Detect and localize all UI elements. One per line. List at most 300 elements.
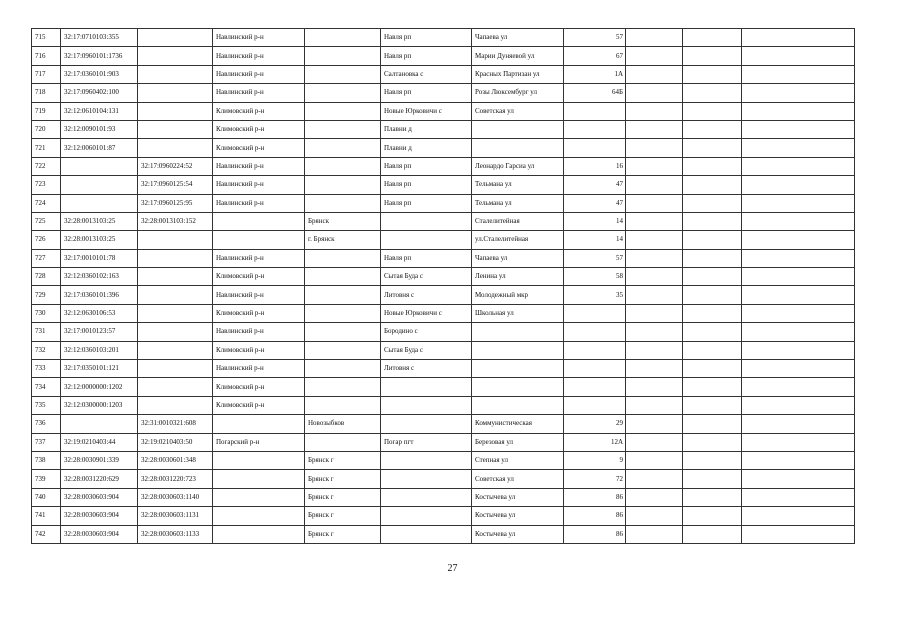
table-cell: 16 bbox=[564, 157, 626, 175]
table-row bbox=[32, 304, 855, 322]
table-cell bbox=[683, 525, 742, 543]
table-cell: Климовский р-н bbox=[213, 396, 305, 414]
table-cell bbox=[472, 378, 564, 396]
table-cell bbox=[626, 433, 683, 451]
table-cell: 32:12:0060101:87 bbox=[61, 139, 138, 157]
table-cell bbox=[626, 249, 683, 267]
table-cell bbox=[564, 102, 626, 120]
table-cell bbox=[564, 120, 626, 138]
table-cell: Навлинский р-н bbox=[213, 65, 305, 83]
table-cell bbox=[626, 194, 683, 212]
table-cell bbox=[626, 415, 683, 433]
table-cell bbox=[381, 415, 472, 433]
table-cell bbox=[626, 341, 683, 359]
table-cell: Чапаева ул bbox=[472, 29, 564, 47]
table-row bbox=[32, 120, 855, 138]
table-cell bbox=[683, 231, 742, 249]
table-cell bbox=[138, 249, 213, 267]
table-cell bbox=[61, 194, 138, 212]
table-cell bbox=[683, 176, 742, 194]
table-cell: 12А bbox=[564, 433, 626, 451]
table-cell: Салтановка с bbox=[381, 65, 472, 83]
table-cell: 32:28:0030603:904 bbox=[61, 525, 138, 543]
table-cell bbox=[138, 378, 213, 396]
table-cell bbox=[742, 139, 855, 157]
table-cell: Тельмана ул bbox=[472, 176, 564, 194]
table-cell: 729 bbox=[32, 286, 61, 304]
table-row bbox=[32, 231, 855, 249]
table-cell bbox=[381, 488, 472, 506]
table-cell: 722 bbox=[32, 157, 61, 175]
table-cell bbox=[305, 29, 381, 47]
table-row bbox=[32, 286, 855, 304]
table-cell: 1А bbox=[564, 65, 626, 83]
table-cell bbox=[305, 304, 381, 322]
table-cell bbox=[305, 268, 381, 286]
table-cell bbox=[626, 84, 683, 102]
table-cell bbox=[683, 268, 742, 286]
table-cell bbox=[626, 231, 683, 249]
table-cell: 32:12:0360102:163 bbox=[61, 268, 138, 286]
table-cell bbox=[305, 433, 381, 451]
table-cell: Брянск г bbox=[305, 525, 381, 543]
table-cell bbox=[626, 157, 683, 175]
table-cell: 721 bbox=[32, 139, 61, 157]
table-cell bbox=[213, 212, 305, 230]
table-cell bbox=[683, 29, 742, 47]
table-cell: 14 bbox=[564, 231, 626, 249]
table-cell bbox=[683, 507, 742, 525]
table-cell: 730 bbox=[32, 304, 61, 322]
table-cell: 741 bbox=[32, 507, 61, 525]
table-cell bbox=[138, 304, 213, 322]
table-cell bbox=[305, 102, 381, 120]
table-cell bbox=[564, 304, 626, 322]
table-cell: 67 bbox=[564, 47, 626, 65]
table-cell: Климовский р-н bbox=[213, 341, 305, 359]
table-cell bbox=[138, 360, 213, 378]
table-cell bbox=[683, 139, 742, 157]
table-cell bbox=[305, 323, 381, 341]
table-cell bbox=[305, 120, 381, 138]
table-cell: 32:19:0210403:50 bbox=[138, 433, 213, 451]
table-cell bbox=[742, 396, 855, 414]
table-cell: 725 bbox=[32, 212, 61, 230]
table-cell bbox=[683, 157, 742, 175]
table-cell: Навлинский р-н bbox=[213, 29, 305, 47]
table-row bbox=[32, 84, 855, 102]
table-cell: Навлинский р-н bbox=[213, 249, 305, 267]
table-cell: 32:12:0360103:201 bbox=[61, 341, 138, 359]
table-row bbox=[32, 176, 855, 194]
table-row bbox=[32, 341, 855, 359]
table-cell: Плавни д bbox=[381, 139, 472, 157]
table-cell bbox=[742, 360, 855, 378]
table-cell: 32:17:0710103:355 bbox=[61, 29, 138, 47]
table-cell bbox=[138, 65, 213, 83]
table-cell bbox=[472, 396, 564, 414]
table-cell: 72 bbox=[564, 470, 626, 488]
table-cell: Советская ул bbox=[472, 470, 564, 488]
table-cell bbox=[683, 415, 742, 433]
table-cell bbox=[564, 360, 626, 378]
table-cell: 728 bbox=[32, 268, 61, 286]
table-cell bbox=[472, 323, 564, 341]
table-cell bbox=[626, 525, 683, 543]
table-cell bbox=[742, 157, 855, 175]
table-cell bbox=[61, 415, 138, 433]
table-cell bbox=[626, 451, 683, 469]
table-cell: 35 bbox=[564, 286, 626, 304]
table-cell bbox=[742, 47, 855, 65]
table-cell: 32:17:0010101:78 bbox=[61, 249, 138, 267]
table-cell bbox=[305, 286, 381, 304]
table-cell: 735 bbox=[32, 396, 61, 414]
table-cell bbox=[213, 451, 305, 469]
table-cell: г. Брянск bbox=[305, 231, 381, 249]
table-cell: Бородино с bbox=[381, 323, 472, 341]
table-cell: 32:17:0360101:903 bbox=[61, 65, 138, 83]
table-cell: Брянск г bbox=[305, 488, 381, 506]
table-cell bbox=[626, 470, 683, 488]
table-cell bbox=[683, 304, 742, 322]
table-cell: 737 bbox=[32, 433, 61, 451]
table-cell: Новозыбков bbox=[305, 415, 381, 433]
table-row bbox=[32, 488, 855, 506]
table-row bbox=[32, 360, 855, 378]
table-cell: 32:28:0030603:1140 bbox=[138, 488, 213, 506]
table-cell bbox=[626, 323, 683, 341]
table-cell: 720 bbox=[32, 120, 61, 138]
table-cell: Тельмана ул bbox=[472, 194, 564, 212]
table-cell: Навля рп bbox=[381, 29, 472, 47]
table-cell bbox=[742, 488, 855, 506]
table-cell: 32:17:0350101:121 bbox=[61, 360, 138, 378]
table-cell: 715 bbox=[32, 29, 61, 47]
table-cell: Навлинский р-н bbox=[213, 323, 305, 341]
table-cell bbox=[742, 525, 855, 543]
table-cell bbox=[683, 470, 742, 488]
table-cell: 14 bbox=[564, 212, 626, 230]
table-cell: 32:28:0031220:629 bbox=[61, 470, 138, 488]
table-cell: 9 bbox=[564, 451, 626, 469]
table-cell bbox=[381, 378, 472, 396]
table-cell bbox=[683, 286, 742, 304]
table-cell bbox=[742, 176, 855, 194]
table-cell bbox=[742, 341, 855, 359]
table-cell: 32:28:0030601:348 bbox=[138, 451, 213, 469]
table-cell: Навлинский р-н bbox=[213, 176, 305, 194]
table-cell: 742 bbox=[32, 525, 61, 543]
table-cell: Новые Юрковичи с bbox=[381, 102, 472, 120]
table-cell bbox=[742, 286, 855, 304]
table-cell bbox=[742, 102, 855, 120]
table-cell: Советская ул bbox=[472, 102, 564, 120]
table-cell bbox=[683, 47, 742, 65]
table-cell bbox=[472, 341, 564, 359]
table-cell bbox=[213, 525, 305, 543]
table-cell: Школьная ул bbox=[472, 304, 564, 322]
table-cell: Костычева ул bbox=[472, 488, 564, 506]
table-cell bbox=[742, 84, 855, 102]
table-cell bbox=[742, 451, 855, 469]
table-row bbox=[32, 139, 855, 157]
table-cell: 32:28:0030603:1133 bbox=[138, 525, 213, 543]
table-cell: 32:28:0030603:1131 bbox=[138, 507, 213, 525]
table-cell bbox=[138, 139, 213, 157]
table-cell bbox=[683, 451, 742, 469]
table-cell: 732 bbox=[32, 341, 61, 359]
table-cell: Климовский р-н bbox=[213, 120, 305, 138]
table-cell bbox=[626, 120, 683, 138]
table-cell bbox=[626, 378, 683, 396]
table-cell: Коммунистическая bbox=[472, 415, 564, 433]
table-row bbox=[32, 249, 855, 267]
table-cell bbox=[564, 139, 626, 157]
table-cell bbox=[472, 360, 564, 378]
table-cell bbox=[305, 139, 381, 157]
table-cell: 86 bbox=[564, 507, 626, 525]
table-cell bbox=[626, 396, 683, 414]
table-cell: Березовая ул bbox=[472, 433, 564, 451]
table-cell bbox=[683, 84, 742, 102]
table-cell bbox=[626, 268, 683, 286]
table-cell: 738 bbox=[32, 451, 61, 469]
table-cell: Погар пгт bbox=[381, 433, 472, 451]
table-cell: 723 bbox=[32, 176, 61, 194]
table-cell bbox=[742, 323, 855, 341]
table-cell bbox=[683, 323, 742, 341]
table-cell bbox=[742, 120, 855, 138]
table-cell: 32:12:0000000:1202 bbox=[61, 378, 138, 396]
table-cell: 57 bbox=[564, 249, 626, 267]
table-cell: 739 bbox=[32, 470, 61, 488]
table-cell: Навлинский р-н bbox=[213, 157, 305, 175]
table-cell: 727 bbox=[32, 249, 61, 267]
table-cell bbox=[742, 507, 855, 525]
table-cell bbox=[305, 157, 381, 175]
table-cell bbox=[213, 507, 305, 525]
table-cell: Климовский р-н bbox=[213, 304, 305, 322]
table-cell: 733 bbox=[32, 360, 61, 378]
table-cell: 32:28:0031220:723 bbox=[138, 470, 213, 488]
table-cell bbox=[138, 231, 213, 249]
table-cell: 734 bbox=[32, 378, 61, 396]
table-cell bbox=[61, 176, 138, 194]
table-cell bbox=[683, 378, 742, 396]
table-cell: ул.Сталелитейная bbox=[472, 231, 564, 249]
table-cell bbox=[683, 360, 742, 378]
table-cell: 736 bbox=[32, 415, 61, 433]
table-cell bbox=[564, 378, 626, 396]
table-cell bbox=[213, 231, 305, 249]
table-cell bbox=[683, 120, 742, 138]
table-cell bbox=[305, 249, 381, 267]
table-cell: Марии Дуняевой ул bbox=[472, 47, 564, 65]
table-row bbox=[32, 47, 855, 65]
table-cell bbox=[138, 286, 213, 304]
table-cell: Сытая Буда с bbox=[381, 341, 472, 359]
table-cell: 64Б bbox=[564, 84, 626, 102]
table-cell: Леонардо Гарсиа ул bbox=[472, 157, 564, 175]
table-cell: 32:28:0030901:339 bbox=[61, 451, 138, 469]
table-cell: 719 bbox=[32, 102, 61, 120]
table-cell bbox=[626, 102, 683, 120]
table-cell bbox=[683, 396, 742, 414]
table-cell: 32:12:0090101:93 bbox=[61, 120, 138, 138]
table-cell: 32:17:0960125:54 bbox=[138, 176, 213, 194]
table-cell bbox=[305, 194, 381, 212]
table-cell bbox=[305, 360, 381, 378]
table-cell bbox=[305, 176, 381, 194]
table-cell: Чапаева ул bbox=[472, 249, 564, 267]
table-cell bbox=[138, 323, 213, 341]
table-cell bbox=[138, 47, 213, 65]
table-cell bbox=[381, 470, 472, 488]
table-row bbox=[32, 323, 855, 341]
table-cell bbox=[742, 304, 855, 322]
table-cell bbox=[305, 65, 381, 83]
table-cell bbox=[138, 396, 213, 414]
table-cell bbox=[305, 47, 381, 65]
table-cell bbox=[564, 396, 626, 414]
table-cell: Ленина ул bbox=[472, 268, 564, 286]
table-cell: Новые Юрковичи с bbox=[381, 304, 472, 322]
table-cell: 726 bbox=[32, 231, 61, 249]
table-cell bbox=[742, 268, 855, 286]
table-cell: Навля рп bbox=[381, 176, 472, 194]
table-cell: Навлинский р-н bbox=[213, 286, 305, 304]
table-cell bbox=[472, 120, 564, 138]
table-cell bbox=[742, 231, 855, 249]
table-cell: 86 bbox=[564, 525, 626, 543]
table-cell: Плавни д bbox=[381, 120, 472, 138]
table-cell: Брянск г bbox=[305, 470, 381, 488]
table-cell bbox=[138, 29, 213, 47]
table-cell bbox=[305, 396, 381, 414]
table-body bbox=[32, 29, 855, 544]
table-cell: 718 bbox=[32, 84, 61, 102]
table-cell bbox=[626, 212, 683, 230]
table-cell: Степная ул bbox=[472, 451, 564, 469]
table-cell: Навля рп bbox=[381, 194, 472, 212]
table-cell bbox=[683, 65, 742, 83]
table-cell bbox=[742, 415, 855, 433]
table-row bbox=[32, 212, 855, 230]
table-cell: 47 bbox=[564, 194, 626, 212]
table-cell bbox=[626, 176, 683, 194]
table-cell bbox=[742, 212, 855, 230]
table-row bbox=[32, 157, 855, 175]
table-cell: Молодежный мкр bbox=[472, 286, 564, 304]
table-cell: Климовский р-н bbox=[213, 139, 305, 157]
table-cell bbox=[213, 415, 305, 433]
table-cell bbox=[683, 433, 742, 451]
table-cell bbox=[138, 268, 213, 286]
table-cell: 32:12:0610104:131 bbox=[61, 102, 138, 120]
table-cell bbox=[138, 84, 213, 102]
table-row bbox=[32, 65, 855, 83]
table-row bbox=[32, 396, 855, 414]
table-cell bbox=[61, 157, 138, 175]
table-row bbox=[32, 433, 855, 451]
table-cell bbox=[742, 194, 855, 212]
table-cell: Брянск г bbox=[305, 507, 381, 525]
table-cell: 29 bbox=[564, 415, 626, 433]
table-cell: Костычева ул bbox=[472, 507, 564, 525]
table-row bbox=[32, 268, 855, 286]
table-cell bbox=[305, 378, 381, 396]
table-cell bbox=[626, 304, 683, 322]
table-cell bbox=[626, 29, 683, 47]
table-cell: 32:17:0010123:57 bbox=[61, 323, 138, 341]
table-cell: Климовский р-н bbox=[213, 268, 305, 286]
table-cell: Навлинский р-н bbox=[213, 194, 305, 212]
table-cell: 32:28:0013103:25 bbox=[61, 212, 138, 230]
table-cell: 32:17:0960224:52 bbox=[138, 157, 213, 175]
table-cell: Климовский р-н bbox=[213, 102, 305, 120]
table-cell bbox=[683, 102, 742, 120]
table-row bbox=[32, 194, 855, 212]
table-cell bbox=[213, 470, 305, 488]
table-cell: 731 bbox=[32, 323, 61, 341]
table-cell bbox=[626, 47, 683, 65]
page-number: 27 bbox=[447, 563, 458, 574]
table-cell: 717 bbox=[32, 65, 61, 83]
table-cell bbox=[626, 286, 683, 304]
table-cell: Красных Партизан ул bbox=[472, 65, 564, 83]
table-cell: Навля рп bbox=[381, 157, 472, 175]
table-row bbox=[32, 451, 855, 469]
table-cell bbox=[138, 341, 213, 359]
table-row bbox=[32, 415, 855, 433]
table-cell: Сытая Буда с bbox=[381, 268, 472, 286]
table-cell: 724 bbox=[32, 194, 61, 212]
table-cell: Навля рп bbox=[381, 84, 472, 102]
table-cell bbox=[564, 341, 626, 359]
table-cell: Сталелитейная bbox=[472, 212, 564, 230]
table-cell: 32:17:0960101:1736 bbox=[61, 47, 138, 65]
table-cell bbox=[683, 488, 742, 506]
table-cell bbox=[381, 231, 472, 249]
table-cell: Литовня с bbox=[381, 286, 472, 304]
table-cell bbox=[683, 212, 742, 230]
table-cell bbox=[626, 488, 683, 506]
table-cell bbox=[138, 102, 213, 120]
table-cell: 32:28:0013103:25 bbox=[61, 231, 138, 249]
table-cell: 716 bbox=[32, 47, 61, 65]
table-cell: Навля рп bbox=[381, 249, 472, 267]
table-cell: 86 bbox=[564, 488, 626, 506]
table-cell bbox=[305, 84, 381, 102]
table-cell: 32:28:0013103:152 bbox=[138, 212, 213, 230]
table-cell: Погарский р-н bbox=[213, 433, 305, 451]
table-cell bbox=[626, 65, 683, 83]
table-cell bbox=[381, 396, 472, 414]
table-cell bbox=[626, 507, 683, 525]
table-cell bbox=[564, 323, 626, 341]
table-row bbox=[32, 525, 855, 543]
table-cell bbox=[626, 139, 683, 157]
table-cell bbox=[626, 360, 683, 378]
table-cell: Навлинский р-н bbox=[213, 47, 305, 65]
table-cell: 47 bbox=[564, 176, 626, 194]
table-cell: Навлинский р-н bbox=[213, 84, 305, 102]
table-cell bbox=[381, 525, 472, 543]
table-cell: Розы Люксембург ул bbox=[472, 84, 564, 102]
table-cell: Брянск bbox=[305, 212, 381, 230]
table-row bbox=[32, 378, 855, 396]
